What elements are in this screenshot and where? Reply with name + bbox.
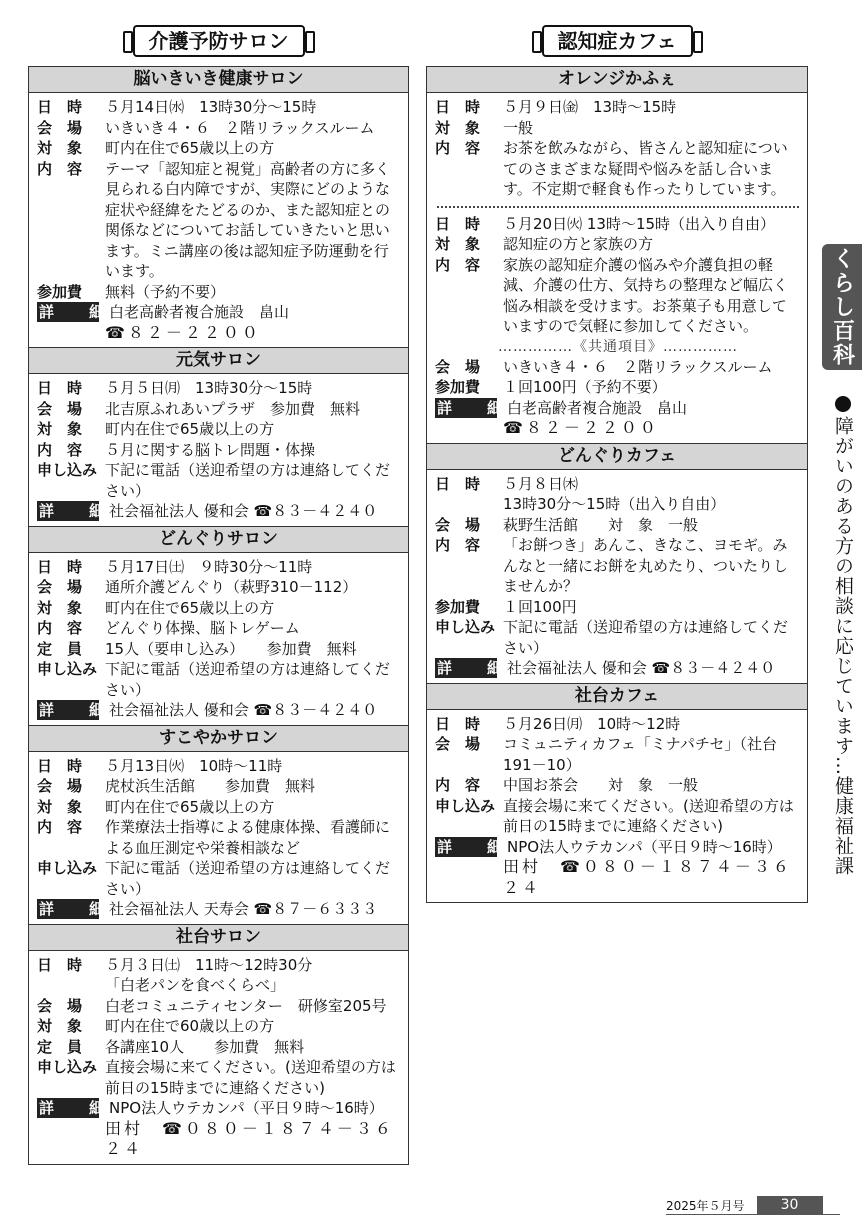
- info-row: [435, 357, 801, 378]
- row-label: 参加費: [37, 282, 83, 301]
- row-value: ５月に関する脳トレ問題・体操: [105, 440, 316, 459]
- event-section: [29, 924, 408, 1164]
- side-tab-label: くらし百科: [829, 247, 855, 367]
- row-label: 対 象: [37, 420, 83, 438]
- section-body: [29, 374, 408, 526]
- side-note: [826, 396, 860, 876]
- info-row: [435, 494, 801, 515]
- row-label: 対 象: [435, 235, 481, 253]
- row-value: 認知症の方と家族の方: [503, 235, 654, 253]
- page-number: 30: [757, 1196, 823, 1214]
- section-title: どんぐりカフェ: [427, 444, 807, 470]
- info-row: [435, 796, 801, 837]
- row-value: 無料（予約不要）: [105, 282, 226, 301]
- info-row: [37, 1037, 402, 1058]
- row-label: 会 場: [37, 399, 83, 418]
- info-row: [435, 857, 801, 898]
- info-row: [37, 899, 402, 920]
- row-value: 一般: [503, 118, 534, 137]
- info-row: [435, 775, 801, 796]
- event-section: [427, 683, 807, 903]
- row-label: 日 時: [37, 756, 83, 775]
- dotted-separator: [437, 206, 799, 208]
- info-row: [37, 577, 402, 598]
- row-label: 日 時: [37, 955, 83, 974]
- row-value: 北吉原ふれあいプラザ 参加費 無料: [105, 399, 361, 418]
- row-value: テーマ「認知症と視覚」高齢者の方に多く見られる白内障ですが、実際にどのような症状や経緯をたどるのか、また認知症との関係などについてお話していきたいと思います。ミニ講座の後は認知症予防運動を行います。: [105, 159, 391, 280]
- row-value: 15人（要申し込み） 参加費 無料: [105, 639, 357, 658]
- row-value: ５月８日㈭: [503, 474, 579, 493]
- row-label: 申し込み: [37, 461, 98, 479]
- info-row: [37, 1057, 402, 1098]
- row-label: 参加費: [435, 597, 481, 616]
- row-value: 虎杖浜生活館 参加費 無料: [105, 777, 316, 795]
- row-label: 対 象: [435, 118, 481, 137]
- common-items-heading: ……………《共通項目》……………: [498, 338, 738, 355]
- row-label: 日 時: [37, 98, 83, 116]
- row-value: 通所介護どんぐり（萩野310－112）: [105, 578, 358, 596]
- info-row: [37, 639, 402, 660]
- info-row: [37, 817, 402, 858]
- info-row: [37, 598, 402, 619]
- row-label: 申し込み: [37, 859, 98, 877]
- info-row: [37, 996, 402, 1017]
- info-row: [435, 474, 801, 495]
- info-row: [435, 234, 801, 255]
- info-row: [37, 756, 402, 777]
- row-label: 申し込み: [37, 1058, 98, 1076]
- section-title: すこやかサロン: [29, 726, 408, 752]
- right-column-heading: [426, 24, 808, 58]
- section-title: どんぐりサロン: [29, 527, 408, 553]
- info-row: [435, 418, 801, 439]
- info-row: [37, 1016, 402, 1037]
- section-body: [427, 93, 807, 443]
- section-body: [29, 93, 408, 347]
- info-row: [435, 597, 801, 618]
- info-row: [435, 214, 801, 235]
- section-title: 元気サロン: [29, 348, 408, 374]
- info-row: [37, 955, 402, 976]
- side-tab: [822, 244, 862, 370]
- info-row: [37, 378, 402, 399]
- row-value: 白老高齢者複合施設 畠山: [507, 398, 688, 417]
- row-value: お茶を飲みながら、皆さんと認知症についてのさまざまな疑問や悩みを話し合います。不定期で軽食も作ったりしています。: [503, 139, 788, 198]
- row-label: 詳 細: [437, 837, 513, 856]
- row-value: ５月14日㈬ 13時30分～15時: [105, 98, 317, 116]
- info-row: [435, 734, 801, 775]
- row-value: 下記に電話（送迎希望の方は連絡してください）: [105, 660, 391, 699]
- info-row: [435, 535, 801, 597]
- row-label: 内 容: [435, 255, 481, 274]
- info-row: [435, 714, 801, 735]
- footer-rule: [666, 1214, 840, 1215]
- info-row: [37, 159, 402, 282]
- row-value: 各講座10人 参加費 無料: [105, 1037, 305, 1056]
- row-value: NPO法人ウテカンパ（平日９時～16時）: [507, 837, 782, 856]
- row-value: 町内在住で65歳以上の方: [105, 598, 275, 617]
- row-value: NPO法人ウテカンパ（平日９時～16時）: [109, 1099, 384, 1117]
- row-label: 内 容: [37, 818, 83, 836]
- row-label: 対 象: [37, 1017, 83, 1035]
- row-value: 13時30分～15時（出入り自由）: [503, 495, 726, 513]
- info-row: [435, 97, 801, 118]
- row-label: 対 象: [37, 797, 83, 816]
- row-value: 「白老パンを食べくらべ」: [105, 976, 286, 994]
- row-label: 日 時: [435, 214, 481, 233]
- row-label: 参加費: [435, 378, 481, 396]
- info-row: [37, 700, 402, 721]
- row-label: 内 容: [37, 159, 83, 178]
- section-body: [427, 470, 807, 683]
- row-value: 町内在住で65歳以上の方: [105, 139, 275, 157]
- row-label: 定 員: [37, 639, 83, 658]
- row-value: コミュニティカフェ「ミナパチセ」（社台191－10）: [503, 735, 778, 774]
- row-label: 会 場: [435, 515, 481, 534]
- row-label: 詳 細: [437, 398, 513, 417]
- event-section: [427, 443, 807, 683]
- row-value: ☎８２－２２００: [105, 322, 261, 342]
- info-row: [435, 398, 801, 419]
- row-value: どんぐり体操、脳トレゲーム: [105, 619, 300, 637]
- info-row: [37, 323, 402, 344]
- row-label: 詳 細: [39, 900, 115, 918]
- row-value: いきいき４・６ ２階リラックスルーム: [105, 118, 375, 137]
- info-row: [37, 776, 402, 797]
- info-row: [37, 975, 402, 996]
- row-value: ５月９日㈮ 13時～15時: [503, 98, 677, 116]
- info-row: [37, 282, 402, 303]
- row-label: 詳 細: [39, 701, 115, 719]
- row-value: 萩野生活館 対 象 一般: [503, 515, 699, 534]
- info-row: [435, 617, 801, 658]
- row-label: 詳 細: [39, 502, 115, 520]
- section-body: [29, 553, 408, 725]
- info-row: [37, 1119, 402, 1160]
- info-row: [37, 440, 402, 461]
- info-row: [435, 658, 801, 679]
- info-row: [37, 419, 402, 440]
- row-label: 詳 細: [39, 1099, 115, 1117]
- row-label: 内 容: [435, 776, 481, 794]
- row-value: 白老高齢者複合施設 畠山: [109, 303, 290, 321]
- info-row: [435, 255, 801, 337]
- info-row: [435, 138, 801, 200]
- row-label: 対 象: [37, 598, 83, 617]
- row-label: 日 時: [435, 474, 481, 493]
- row-value: ５月17日㈯ ９時30分～11時: [105, 557, 313, 576]
- row-value: 直接会場に来てください。(送迎希望の方は前日の15時までに連絡ください): [105, 1058, 396, 1097]
- info-row: [435, 515, 801, 536]
- info-row: [435, 118, 801, 139]
- info-row: [37, 501, 402, 522]
- row-value: 町内在住で65歳以上の方: [105, 797, 275, 816]
- row-label: 申し込み: [37, 660, 98, 678]
- row-label: 定 員: [37, 1037, 83, 1056]
- info-row: [435, 377, 801, 398]
- row-label: 会 場: [37, 578, 83, 596]
- row-label: 日 時: [37, 557, 83, 576]
- row-label: 対 象: [37, 139, 83, 157]
- row-value: 町内在住で60歳以上の方: [105, 1017, 275, 1035]
- side-note-text: 障がいのある方の相談に応じています…健康福祉課: [832, 416, 854, 876]
- row-label: 内 容: [435, 536, 481, 554]
- info-row: [37, 460, 402, 501]
- section-title: 社台カフェ: [427, 684, 807, 710]
- row-value: 白老コミュニティセンター 研修室205号: [105, 996, 387, 1015]
- row-value: １回100円（予約不要）: [503, 378, 667, 396]
- row-label: 日 時: [435, 714, 481, 733]
- row-value: 社会福祉法人 優和会 ☎８３－４２４０: [507, 659, 776, 677]
- row-value: 下記に電話（送迎希望の方は連絡してください）: [105, 461, 391, 500]
- row-value: 直接会場に来てください。(送迎希望の方は前日の15時までに連絡ください): [503, 796, 794, 835]
- row-label: 申し込み: [435, 618, 496, 636]
- row-label: 会 場: [37, 996, 83, 1015]
- row-label: 詳 細: [39, 303, 115, 321]
- info-row: [37, 797, 402, 818]
- row-label: 会 場: [37, 118, 83, 137]
- row-value: ５月26日㈪ 10時～12時: [503, 714, 681, 733]
- row-value: 下記に電話（送迎希望の方は連絡してください）: [503, 618, 789, 657]
- left-column-heading: [28, 24, 409, 58]
- publication-date: 2025年５月号: [666, 1198, 745, 1213]
- row-label: 会 場: [37, 777, 83, 795]
- row-value: ５月５日㈪ 13時30分～15時: [105, 379, 313, 397]
- right-column-title: 認知症カフェ: [542, 25, 693, 57]
- right-column: [426, 66, 808, 903]
- left-column-title: 介護予防サロン: [133, 25, 305, 57]
- row-label: 内 容: [435, 139, 481, 157]
- section-title: 脳いきいき健康サロン: [29, 67, 408, 93]
- row-value: 作業療法士指導による健康体操、看護師による血圧測定や栄養相談など: [105, 818, 391, 857]
- info-row: [37, 1098, 402, 1119]
- row-value: ☎８２－２２００: [503, 418, 659, 437]
- row-value: 家族の認知症介護の悩みや介護負担の軽減、介護の仕方、気持ちの整理など幅広く悩み相談を受けます。お茶菓子も用意していますので気軽に参加してください。: [503, 255, 789, 335]
- row-value: 町内在住で65歳以上の方: [105, 420, 275, 438]
- info-row: [37, 399, 402, 420]
- section-body: [29, 951, 408, 1164]
- row-label: 会 場: [435, 735, 481, 753]
- row-value: いきいき４・６ ２階リラックスルーム: [503, 357, 773, 376]
- event-section: [427, 67, 807, 443]
- info-row: [37, 138, 402, 159]
- row-value: 社会福祉法人 優和会 ☎８３－４２４０: [109, 701, 378, 719]
- row-label: 日 時: [37, 379, 83, 397]
- row-value: 中国お茶会 対 象 一般: [503, 776, 699, 794]
- bullet-icon: [835, 396, 851, 412]
- row-value: 社会福祉法人 優和会 ☎８３－４２４０: [109, 502, 378, 520]
- left-column: [28, 66, 409, 1165]
- row-value: 「お餅つき」あんこ、きなこ、ヨモギ。みんなと一緒にお餅を丸めたり、ついたりしませんか？: [503, 536, 789, 595]
- info-row: [37, 97, 402, 118]
- row-value: 社会福祉法人 天寿会 ☎８７－６３３３: [109, 900, 378, 918]
- info-row: [37, 858, 402, 899]
- section-body: [427, 710, 807, 903]
- section-body: [29, 752, 408, 924]
- row-label: 日 時: [435, 98, 481, 116]
- event-section: [29, 725, 408, 924]
- row-value: ５月13日㈫ 10時～11時: [105, 756, 283, 775]
- row-value: ５月３日㈯ 11時～12時30分: [105, 955, 313, 974]
- row-value: 田村 ☎０８０－１８７４－３６２４: [105, 1118, 394, 1158]
- row-label: 内 容: [37, 440, 83, 459]
- row-value: 下記に電話（送迎希望の方は連絡してください）: [105, 859, 391, 898]
- info-row: [37, 557, 402, 578]
- row-label: 詳 細: [437, 659, 513, 677]
- info-row: [37, 659, 402, 700]
- footer: [666, 1196, 823, 1214]
- row-value: ５月20日㈫ 13時～15時（出入り自由）: [503, 214, 776, 233]
- row-label: 内 容: [37, 619, 83, 637]
- row-value: １回100円: [503, 597, 577, 616]
- row-label: 申し込み: [435, 796, 496, 815]
- info-row: [435, 837, 801, 858]
- info-row: [37, 118, 402, 139]
- row-value: 田村 ☎０８０－１８７４－３６２４: [503, 857, 792, 897]
- info-row: [37, 302, 402, 323]
- event-section: [29, 526, 408, 725]
- row-label: 会 場: [435, 357, 481, 376]
- section-title: オレンジかふぇ: [427, 67, 807, 93]
- event-section: [29, 347, 408, 526]
- info-row: [37, 618, 402, 639]
- section-title: 社台サロン: [29, 925, 408, 951]
- event-section: [29, 67, 408, 347]
